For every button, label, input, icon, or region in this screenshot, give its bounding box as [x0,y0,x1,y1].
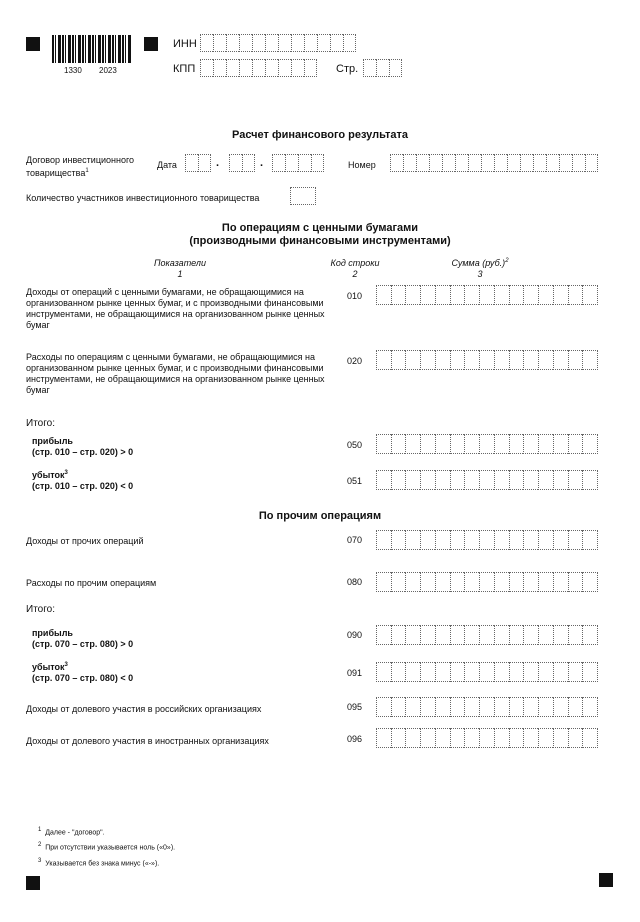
barcode [52,35,132,63]
row-091-amount[interactable] [376,662,598,682]
row-010-code: 010 [347,291,363,301]
footnote-2-text: При отсутствии указывается ноль («0»). [45,844,176,852]
col3-header-num: 3 [477,269,483,279]
row-095-text: Доходы от долевого участия в российских организациях [26,704,262,714]
participants-cells[interactable] [290,187,316,207]
col1-header-num: 1 [177,269,183,279]
footnote-3-num: 3 [38,857,42,864]
col3-header-sup: 2 [505,258,509,264]
number-label: Номер [348,160,376,170]
section1-title [0,222,640,248]
row-010-text: Доходы от операций с ценными бумагами, не обращающимися на организованном рынке ценных бумаг, и с производными финансовыми инструментами, не обращающимися на организованном рынке ценных бумаг [26,287,325,330]
contract-number-cells[interactable] [390,154,598,174]
row-091-sup: 3 [64,662,68,668]
row-051-label-line2: (стр. 010 – стр. 020) < 0 [32,481,134,491]
row-080-amount[interactable] [376,572,598,592]
contract-label-sup: 1 [85,168,89,174]
col2-header-text: Код строки [330,258,380,268]
footnote-1 [38,824,175,839]
col3-header [430,256,530,280]
page-cells[interactable] [363,59,402,79]
date-separator-2: . [260,157,264,169]
date-separator-1: . [216,157,220,169]
footnote-1-text: Далее - "договор". [45,829,105,837]
row-091-label-line1: убыток [32,662,65,672]
inn-label: ИНН [173,38,197,50]
row-050-label [32,436,133,458]
col3-header-text: Сумма (руб.) [451,258,506,268]
row-070-amount[interactable] [376,530,598,550]
row-091-label-line2: (стр. 070 – стр. 080) < 0 [32,673,134,683]
footnotes [38,824,175,870]
row-051-sup: 3 [64,470,68,476]
section2-title: По прочим операциям [258,510,382,522]
row-095-code: 095 [347,702,363,712]
row-020-code: 020 [347,356,363,366]
row-020-amount[interactable] [376,350,598,370]
row-050-label-line1: прибыль [32,436,73,446]
contract-label-text: Договор инвестиционного товарищества [26,155,135,178]
row-051-amount[interactable] [376,470,598,490]
inn-cells[interactable] [200,34,356,54]
corner-marker-bottom-left [26,876,40,890]
row-050-code: 050 [347,440,363,450]
section1-title-line1: По операциям с ценными бумагами [221,222,419,234]
row-080-code: 080 [347,577,363,587]
row-091-code: 091 [347,668,363,678]
row-051-code: 051 [347,476,363,486]
section1-title-line2: (производными финансовыми инструментами) [189,235,451,247]
row-096-text: Доходы от долевого участия в иностранных организациях [26,736,269,746]
page-title: Расчет финансового результата [232,129,408,141]
col1-header-text: Показатели [154,258,206,268]
corner-marker-top-center [144,37,158,51]
footnote-3 [38,855,175,870]
row-020-text: Расходы по операциям с ценными бумагами, не обращающимися на организованном рынке ценных бумаг, и с производными финансовыми инструментами, не обращающимися на организованном рынке ценных бумаг [26,352,325,395]
date-month-cells[interactable] [229,154,255,174]
footnote-2-num: 2 [38,842,42,849]
row-090-label [32,628,133,650]
row-050-amount[interactable] [376,434,598,454]
date-day-cells[interactable] [185,154,211,174]
footnote-3-text: Указывается без знака минус («-»). [45,859,160,867]
date-label: Дата [157,160,177,170]
col1-header [130,258,230,280]
page-label: Стр. [336,63,359,75]
section2-total-label: Итого: [26,604,55,615]
kpp-label: КПП [173,63,196,75]
row-070-code: 070 [347,535,363,545]
row-010-amount[interactable] [376,285,598,305]
row-050-label-line2: (стр. 010 – стр. 020) > 0 [32,447,134,457]
participants-label: Количество участников инвестиционного товарищества [26,193,260,203]
row-070-text: Доходы от прочих операций [26,536,144,546]
row-096-code: 096 [347,734,363,744]
col2-header-num: 2 [352,269,358,279]
row-096-amount[interactable] [376,728,598,748]
section1-total-label: Итого: [26,418,55,429]
corner-marker-bottom-right [599,873,613,887]
row-051-label [32,468,133,492]
row-090-code: 090 [347,630,363,640]
row-090-label-line1: прибыль [32,628,73,638]
contract-label [26,155,146,179]
row-095-amount[interactable] [376,697,598,717]
corner-marker-top-left [26,37,40,51]
barcode-number-right: 2023 [99,66,117,75]
row-051-label-line1: убыток [32,470,65,480]
row-090-amount[interactable] [376,625,598,645]
row-090-label-line2: (стр. 070 – стр. 080) > 0 [32,639,134,649]
footnote-1-num: 1 [38,827,42,833]
barcode-number-left: 1330 [64,66,82,75]
kpp-cells[interactable] [200,59,317,79]
row-091-label [32,660,133,684]
row-080-text: Расходы по прочим операциям [26,578,157,588]
date-year-cells[interactable] [272,154,324,174]
col2-header [315,258,395,280]
footnote-2 [38,839,175,854]
